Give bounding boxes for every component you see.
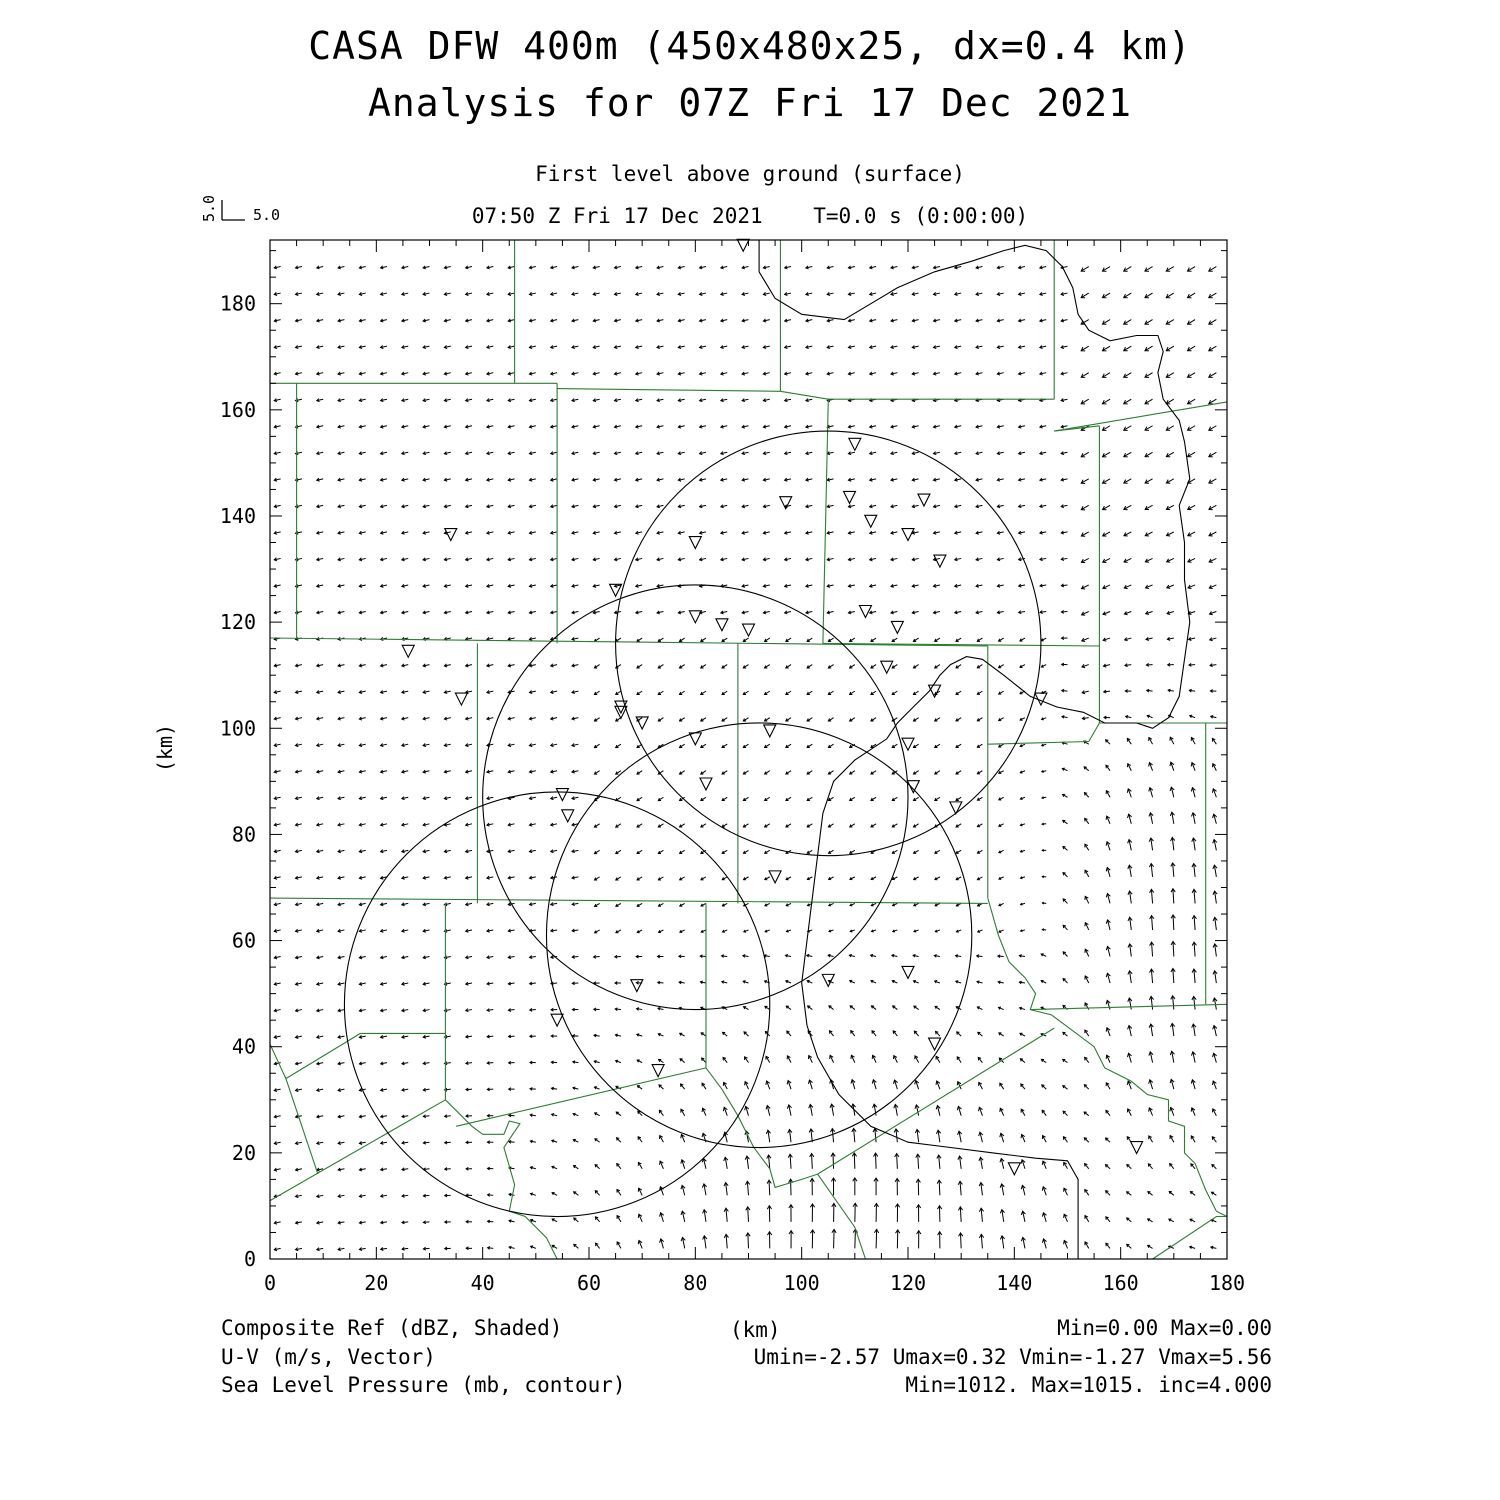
station-marker [689,733,701,745]
county-line [823,399,828,643]
slp-contour-1012 [759,240,1190,1259]
plot-frame [270,240,1227,1259]
station-marker [615,706,627,718]
county-line [1153,1217,1227,1260]
county-line [988,742,1089,745]
wind-vector-shaft [790,1154,791,1169]
station-marker [764,725,776,737]
wind-vector-shaft [1173,968,1174,983]
station-marker [631,980,643,992]
county-line [780,391,828,399]
station-marker [737,239,749,251]
wind-vector-shaft [1194,942,1195,956]
station-marker [929,685,941,697]
wind-vector-shaft [875,1153,876,1169]
station-marker [865,515,877,527]
station-marker [700,778,712,790]
pressure-contours [759,240,1190,1259]
station-marker [907,781,919,793]
wind-vector-shaft [939,1180,940,1195]
station-marker [902,529,914,541]
wind-vector-shaft [1194,916,1195,930]
x-tick-label: 100 [783,1271,820,1295]
wind-vector-shaft [1173,941,1174,956]
county-line [1089,723,1100,742]
y-tick-label: 0 [243,1247,256,1271]
station-marker [689,611,701,623]
x-tick-label: 60 [576,1271,602,1295]
station-marker [556,789,568,801]
station-marker [891,621,903,633]
x-tick-label: 40 [470,1271,495,1295]
wind-vector-shaft [748,1207,749,1222]
y-tick-label: 120 [219,610,256,635]
wind-vector-shaft [1173,915,1174,930]
station-marker [849,438,861,450]
y-tick-label: 180 [219,291,256,316]
wind-vector-shaft [833,1153,834,1169]
county-line [557,389,780,392]
county-line [1030,1004,1227,1009]
station-marker [455,693,467,705]
county-line [818,1028,1055,1174]
station-marker [716,619,728,631]
x-tick-label: 140 [996,1271,1033,1295]
station-marker [1008,1163,1020,1175]
station-marker [780,497,792,509]
station-marker [636,717,648,729]
footer-field2-label: U-V (m/s, Vector) [221,1345,436,1369]
wind-vector-shaft [812,1154,813,1169]
wind-vector-shaft [855,1229,856,1248]
station-marker [1131,1142,1143,1154]
wind-vector-shaft [854,1153,855,1169]
x-tick-label: 120 [889,1271,927,1295]
county-line [1054,402,1227,431]
county-line [286,1079,318,1175]
station-marker [652,1065,664,1077]
county-line [456,1068,706,1126]
footer-field2-stats: Umin=-2.57 Umax=0.32 Vmin=-1.27 Vmax=5.56 [753,1345,1272,1369]
footer-field3-stats: Min=1012. Max=1015. inc=4.000 [905,1373,1272,1397]
y-axis-label: (km) [153,723,177,773]
footer-field1-stats: Min=0.00 Max=0.00 [1057,1316,1272,1340]
wind-vector-shaft [960,1233,961,1248]
county-line [270,1100,445,1201]
vector-key-u-label: 5.0 [253,206,281,224]
county-line [818,1174,866,1259]
wind-vector-shaft [769,1180,770,1195]
axis-ticks [270,240,1227,1259]
wind-vector-shaft [876,1229,877,1248]
station-marker [859,606,871,618]
county-line [286,1033,361,1078]
wind-vector-shaft [1173,889,1174,904]
wind-vector-shaft [834,1229,835,1248]
station-marker [610,584,622,596]
x-tick-label: 160 [1102,1271,1139,1295]
station-marker [918,494,930,506]
x-tick-label: 180 [1208,1271,1246,1295]
y-tick-label: 20 [231,1140,256,1165]
level-subtitle: First level above ground (surface) [535,162,965,186]
wind-vector-shaft [1152,916,1153,930]
y-tick-labels [220,292,256,1271]
footer-field1-label: Composite Ref (dBZ, Shaded) [221,1316,563,1340]
footer-field3-label: Sea Level Pressure (mb, contour) [221,1373,626,1397]
wind-vector-shaft [960,1207,961,1222]
y-tick-label: 140 [219,503,256,528]
time-subtitle: 07:50 Z Fri 17 Dec 2021 T=0.0 s (0:00:00) [471,204,1029,228]
y-tick-label: 60 [231,928,256,953]
station-marker [844,491,856,503]
county-line [706,1068,818,1188]
wind-vector-shaft [1152,942,1153,956]
x-tick-label: 0 [263,1271,277,1295]
station-marker [402,645,414,657]
wind-vector-shaft [897,1154,898,1169]
vector-key [200,195,280,224]
y-tick-label: 40 [231,1034,256,1059]
x-tick-label: 80 [683,1271,708,1295]
county-line [270,638,988,646]
x-axis-label: (km) [730,1318,781,1342]
map-title-line2: Analysis for 07Z Fri 17 Dec 2021 [367,81,1133,125]
vector-key-v-label: 5.0 [200,194,218,222]
station-marker [689,537,701,549]
station-marker [902,738,914,750]
station-marker [562,810,574,822]
map-title-line1: CASA DFW 400m (450x480x25, dx=0.4 km) [308,24,1192,68]
station-marker [551,1014,563,1026]
x-tick-labels [264,1271,1245,1295]
y-tick-label: 80 [231,822,256,847]
y-tick-label: 100 [219,716,256,741]
station-marker [822,974,834,986]
station-marker [743,624,755,636]
station-marker [769,871,781,883]
county-boundaries [270,240,1227,1259]
wind-vector-shaft [918,1154,919,1169]
county-line [445,1100,557,1259]
station-marker [950,802,962,814]
wind-vector-shaft [748,1233,749,1248]
station-marker [902,966,914,978]
y-tick-label: 160 [219,397,256,422]
station-marker [881,661,893,673]
x-tick-label: 20 [364,1271,389,1295]
